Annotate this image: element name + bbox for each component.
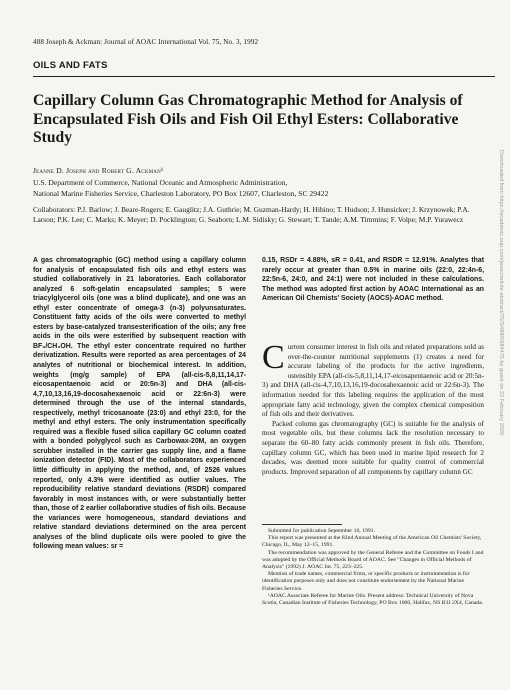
footnote-presented: This report was presented at the 82nd Annual Meeting of the American Oil Chemists' Society, Chicago, IL, May 12–15, 1991. <box>262 535 482 549</box>
drop-cap: C <box>262 339 285 376</box>
download-watermark <box>496 150 508 650</box>
collaborators-list: Collaborators: P.J. Barlow; J. Beare-Rogers; E. Gauglitz; J.A. Guthrie; M. Guzman-Hardy; H. Hibino; T. Hudson; J. Hunsicker; J. Krzynowek; P.A. Larson; P.K. Lee; C. Marks; K. Meyer; D. Pocklington; G. Seaborn; L.M. Sidisky; G. Stewart; T. Tande; A.M. Timmins; F. Volpe; M.P. Yurawecz <box>33 205 470 225</box>
running-head: 488 Joseph & Ackman: Journal of AOAC International Vol. 75, No. 3, 1992 <box>33 38 259 46</box>
body-paragraph-2: Packed column gas chromatography (GC) is suitable for the analysis of most vegetable oils, but these columns lack the resolution necessary to separate the 60–80 fatty acids commonly present in fish oils. Therefore, capillary column GC, which has been used in marine lipid research for 2 decades, was deemed more suitable for quality control of commercial products. Improved separation of all components by capillary column GC <box>262 419 484 476</box>
body-paragraph-1-text: urrent consumer interest in fish oils and related preparations sold as over-the-counter nutritional supplements (1) creates a need for accurate labeling of the products for the active ingredients, ostensibly EPA (all-cis-5,8,11,14,17-eicosapentaenoic acid or 20:5n-3) and DHA (all-cis-4,7,10,13,16,19-docosahexaenoic acid or 22:6n-3). The information needed for this labeling requires the application of the most appropriate fatty acid technology, given the complex chemical composition of fish oils and their derivatives. <box>262 343 484 419</box>
footnote-recommendation: The recommendation was approved by the General Referee and the Committee on Foods I and was adopted by the Official Methods Board of AOAC. See "Changes in Official Methods of Analysis" (1992) J. AOAC Int. 75, 223–225. <box>262 549 484 571</box>
body-text <box>262 339 484 477</box>
footnotes <box>262 528 484 607</box>
footnote-trade-names: Mention of trade names, commercial firms, or specific products or instrumentation is for identification purposes only and does not constitute endorsement by the National Marine Fisheries Service. <box>262 571 470 592</box>
footnote-divider <box>262 524 342 525</box>
affiliation-line-1: U.S. Department of Commerce, National Oceanic and Atmospheric Administration, <box>33 178 288 187</box>
footnote-submitted: Submitted for publication September 10, 1991. <box>268 528 375 534</box>
article-title: Capillary Column Gas Chromatographic Method for Analysis of Encapsulated Fish Oils and Fish Oil Ethyl Esters: Collaborative Study <box>33 92 463 146</box>
author-line: Jeanne D. Joseph and Robert G. Ackman¹ <box>33 166 164 175</box>
body-paragraph-1 <box>262 339 484 420</box>
download-watermark-text: Downloaded from https://academic.oup.com/jaoac/article-abstract/75/3/488/5684475 by guest on 22 February 2020 <box>498 150 504 436</box>
section-divider <box>33 76 495 77</box>
affiliation <box>33 178 463 199</box>
abstract: A gas chromatographic (GC) method using a capillary column for analysis of encapsulated fish oils and ethyl esters was studied collaboratively in 21 laboratories. Each collaborator analyzed 6 soft-gelatin encapsulated samples; 5 were triacylglycerol oils (one was a blind duplicate), and one was an ethyl ester concentrate of omega-3 (n-3) polyunsaturates. Constituent fatty acids of the oils were converted to methyl esters by base-catalyzed transesterification of the oils; any free acids in the oils were esterified by subsequent reaction with BF₃/CH₃OH. The ethyl ester concentrate required no further derivatization. Results were reported as area percentages of 24 analytes of nutritional or biochemical interest. In addition, weights (mg/g sample) of EPA (all-cis-5,8,11,14,17-eicosapentaenoic acid or 20:5n-3) and DHA (all-cis-4,7,10,13,16,19-docosahexaenoic acid or 22:6n-3) were determined through the use of the internal standards, respectively, methyl tricosanoate (23:0) and ethyl 23:0, for the methyl and ethyl esters. The only instrumentation specifically required was a flexible fused silica capillary GC column coated with a bonded polyglycol such as Carbowax-20M, an oxygen scrubber installed in the carrier gas supply line, and a flame ionization detector (FID). Most of the collaborators experienced little difficulty in applying the method, and, of 2526 values reported, only 4.3% were identified as outlier values. The reproducibility relative standard deviations (RSDR) compared favorably in most instances with, or were substantially better than, those of 2 earlier collaborative studies of fish oils. Because the variances were homogeneous, standard deviations and relative standard deviations determined on the area percent analyses of the blind duplicate oils were pooled to give the following mean values: sr = <box>33 257 246 551</box>
affiliation-line-2: National Marine Fisheries Service, Charleston Laboratory, PO Box 12607, Charleston, SC 29422 <box>33 188 329 198</box>
abstract-continued: 0.15, RSDr = 4.88%, sR = 0.41, and RSDR = 12.91%. Analytes that rarely occur at greater than 0.5% in marine oils (22:0, 22:4n-6, 22:5n-6, 24:0, and 24:1) were not included in these calculations. The method was adopted first action by AOAC International as an American Oil Chemists' Society (AOCS)-AOAC method. <box>262 257 484 303</box>
section-label: OILS AND FATS <box>33 60 108 71</box>
footnote-associate-referee: ¹AOAC Associate Referee for Marine Oils. Present address: Technical University of Nova Scotia, Canadian Institute of Fisheries Technology, PO Box 1000, Halifax, NS B3J 2X4, Canada. <box>262 592 484 607</box>
